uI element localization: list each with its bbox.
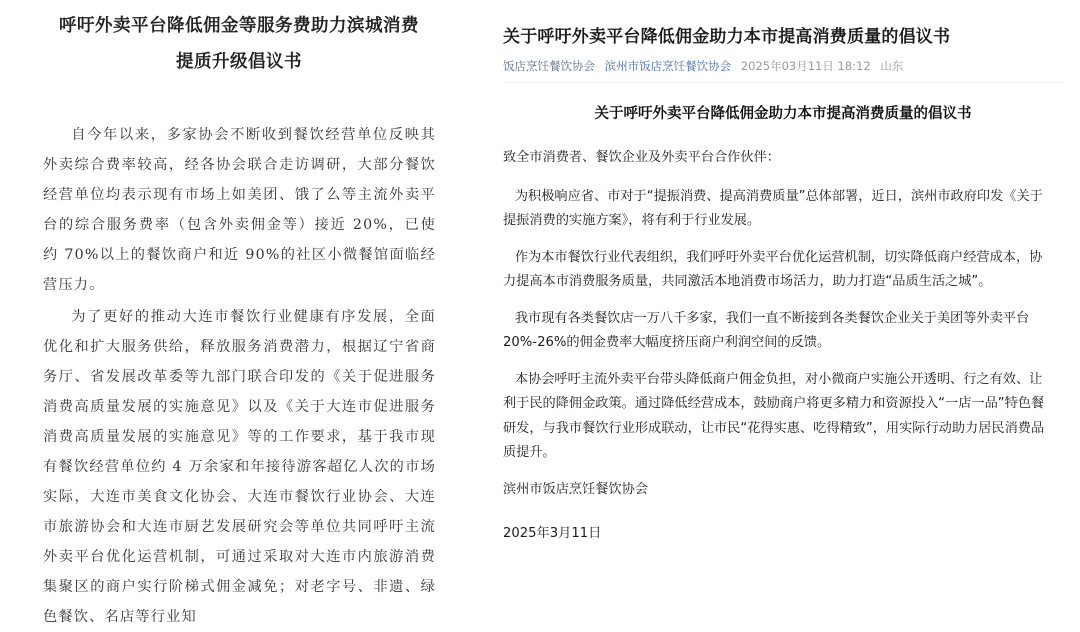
meta-location: 山东: [880, 59, 904, 73]
article-paragraph: 为积极响应省、市对于“提振消费、提高消费质量”总体部署，近日，滨州市政府印发《关于提振消费的实施方案》，将有利于行业发展。: [503, 188, 1043, 228]
left-title-line-1: 呼吁外卖平台降低佣金等服务费助力滨城消费: [59, 16, 419, 36]
article-date: 2025年3月11日: [503, 526, 602, 541]
meta-source-1[interactable]: 饭店烹饪餐饮协会: [503, 59, 595, 73]
meta-divider: [503, 82, 1063, 83]
article-salutation: 致全市消费者、餐饮企业及外卖平台合作伙伴：: [503, 150, 780, 165]
article-meta: [503, 58, 909, 74]
meta-datetime: 2025年03月11日 18:12: [740, 59, 871, 73]
left-document-panel: [0, 0, 478, 625]
left-paragraph: 自今年以来，多家协会不断收到餐饮经营单位反映其外卖综合费率较高，经各协会联合走访调研，大部分餐饮经营单位均表示现有市场上如美团、饿了么等主流外卖平台的综合服务费率（包含外卖佣金等）接近 20%，已使约 70%以上的餐饮商户和近 90%的社区小微餐馆面临经营压力。: [43, 127, 436, 293]
left-document-body: [0, 120, 478, 632]
left-title-line-2: 提质升级倡议书: [176, 52, 302, 72]
right-article-panel: [486, 0, 1080, 605]
article-signature: 滨州市饭店烹饪餐饮协会: [503, 481, 649, 497]
article-paragraph: 我市现有各类餐饮店一万八千多家，我们一直不断接到各类餐饮企业关于美团等外卖平台20%-26%的佣金费率大幅度挤压商户利润空间的反馈。: [503, 310, 1030, 350]
article-heading: 关于呼吁外卖平台降低佣金助力本市提高消费质量的倡议书: [594, 106, 972, 122]
article-title: 关于呼吁外卖平台降低佣金助力本市提高消费质量的倡议书: [503, 27, 951, 47]
article-paragraph: 本协会呼吁主流外卖平台带头降低商户佣金负担，对小微商户实施公开透明、行之有效、让利于民的降佣金政策。通过降低经营成本，鼓励商户将更多精力和资源投入“一店一品”特色餐研发，与我市餐饮行业形成联动，让市民“花得实惠、吃得精致”，用实际行动助力居民消费品质提升。: [503, 371, 1045, 460]
meta-source-2[interactable]: 滨州市饭店烹饪餐饮协会: [604, 59, 732, 73]
left-document-title: [0, 10, 478, 78]
article-paragraph: 作为本市餐饮行业代表组织，我们呼吁外卖平台优化运营机制，切实降低商户经营成本，协力提高本市消费服务质量，共同激活本地消费市场活力，助力打造“品质生活之城”。: [503, 249, 1043, 289]
article-content: [503, 146, 1051, 547]
left-paragraph: 为了更好的推动大连市餐饮行业健康有序发展，全面优化和扩大服务供给，释放服务消费潜力，根据辽宁省商务厅、省发展改革委等九部门联合印发的《关于促进服务消费高质量发展的实施意见》以及《关于大连市促进服务消费高质量发展的实施意见》等的工作要求，基于我市现有餐饮经营单位约 4 万余家和年接待游客超亿人次的市场实际，大连市美食文化协会、大连市餐饮行业协会、大连市旅游协会和大连市厨艺发展研究会等单位共同呼吁主流外卖平台优化运营机制，可通过采取对大连市内旅游消费集聚区的商户实行阶梯式佣金减免；对老字号、非遗、绿色餐饮、名店等行业知: [43, 309, 436, 625]
